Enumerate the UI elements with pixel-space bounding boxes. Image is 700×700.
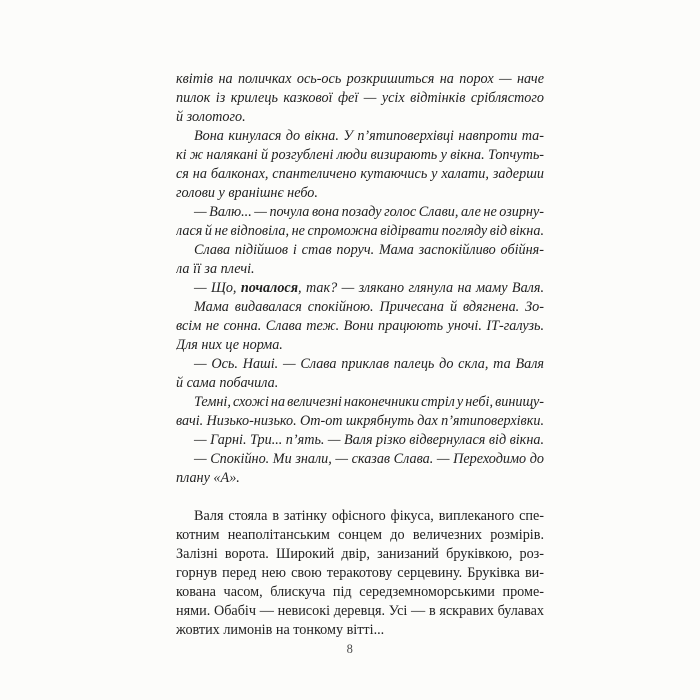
paragraph	[176, 241, 544, 279]
text-section-scene-night-italic	[176, 70, 544, 488]
text-line: Залізні ворота. Широкий двір, занизаний бруківкою, роз-	[176, 546, 544, 562]
text-line: Мама видавалася спокійною. Причесана й вдягнена. Зо-	[194, 299, 544, 315]
text-line: — Гарні. Три... п’ять. — Валя різко відвернулася від вікна.	[194, 432, 544, 448]
paragraph	[176, 127, 544, 203]
text-line: нями. Обабіч — невисокі деревця. Усі — в яскравих булавах	[176, 603, 544, 619]
text-line: ся на балконах, спантеличено кутаючись у халати, задерши	[176, 166, 544, 182]
text-line: пилок із крилець казкової феї — усіх відтінків сріблястого	[176, 90, 544, 106]
text-line: — Спокійно. Ми знали, — сказав Слава. — Переходимо до	[194, 451, 544, 467]
text-line: ла її за плечі.	[176, 261, 255, 277]
text-line: — Валю... — почула вона позаду голос Слави, але не озирну-	[194, 204, 544, 220]
text-block	[176, 70, 544, 640]
text-line: Для них це норма.	[176, 337, 283, 353]
paragraph	[176, 431, 544, 450]
paragraph	[176, 355, 544, 393]
text-line: жовтих лимонів на тонкому вітті...	[176, 622, 385, 638]
text-line: кована часом, блискуча під середземноморськими проме-	[176, 584, 544, 600]
paragraph	[176, 298, 544, 355]
page-number: 8	[346, 642, 354, 656]
paragraph	[176, 203, 544, 241]
text-line: й золотого.	[176, 109, 246, 125]
text-line: й сама побачила.	[176, 375, 279, 391]
section-break	[176, 488, 544, 507]
text-line: голови у вранішнє небо.	[176, 185, 318, 201]
paragraph	[176, 393, 544, 431]
text-line: горнув перед нею свою теракотову серцевину. Бруківка ви-	[176, 565, 544, 581]
paragraph	[176, 70, 544, 127]
text-line: — Що, почалося, так? — злякано глянула на маму Валя.	[194, 280, 544, 296]
text-line: Темні, схожі на величезні наконечники стріл у небі, винищу-	[194, 394, 544, 410]
text-line: — Ось. Наші. — Слава приклав палець до скла, та Валя	[194, 356, 544, 372]
text-line: плану «А».	[176, 470, 240, 486]
paragraph	[176, 279, 544, 298]
text-line: Валя стояла в затінку офісного фікуса, виплеканого спе-	[194, 508, 544, 524]
text-section-scene-naples-regular	[176, 507, 544, 640]
text-line: всім не сонна. Слава теж. Вони працюють уночі. ІТ-галузь.	[176, 318, 544, 334]
text-line: вачі. Низько-низько. От-от шкрябнуть дах п’ятиповерхівки.	[176, 413, 544, 429]
text-line: Слава підійшов і став поруч. Мама заспокійливо обійня-	[194, 242, 544, 258]
paragraph	[176, 450, 544, 488]
text-line: лася й не відповіла, не спроможна відірвати погляду від вікна.	[176, 223, 544, 239]
text-line: котним неаполітанським сонцем до величезних розмірів.	[176, 527, 544, 543]
text-line: квітів на поличках ось-ось розкришиться на порох — наче	[176, 71, 544, 87]
text-line: кі ж налякані й розгублені люди визирають у вікна. Топчуть-	[176, 147, 544, 163]
paragraph	[176, 507, 544, 640]
text-line: Вона кинулася до вікна. У п’ятиповерхівці навпроти та-	[194, 128, 544, 144]
